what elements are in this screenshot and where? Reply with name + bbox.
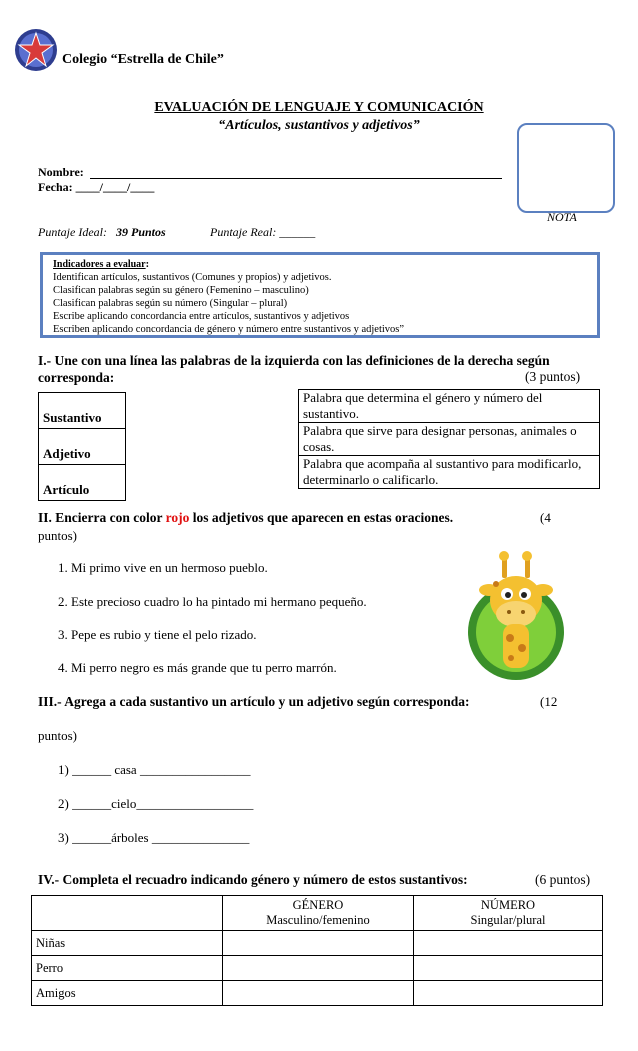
gender-answer-cell[interactable] (223, 956, 414, 981)
indicator-item: Clasifican palabras según su género (Femenino – masculino) (53, 285, 309, 296)
number-header-sub: Singular/plural (470, 913, 546, 927)
question-3-points-unit: puntos) (38, 728, 77, 743)
indicators-box: Indicadores a evaluar: Identifican artículos, sustantivos (Comunes y propios) y adjetivos. Clasifican palabras según su género (Femenino – masculino) Clasifican palabras según su número (Singular – plural) Escribe aplicando concordancia entre artículos, sustantivos y adjetivos Escriben aplicando concordancia de género y número entre sustantivos y adjetivos” (40, 252, 600, 338)
question-3-points: (12 (540, 694, 558, 709)
question-3: III.- Agrega a cada sustantivo un artículo y un adjetivo según corresponda: (38, 694, 470, 709)
indicators-title: Indicadores a evaluar (53, 259, 146, 270)
gender-number-table (31, 895, 603, 1006)
date-field[interactable]: Fecha: ____/____/____ (38, 180, 155, 194)
indicator-item: Escribe aplicando concordancia entre artículos, sustantivos y adjetivos (53, 311, 350, 322)
number-header (414, 896, 603, 931)
term-cell[interactable]: Adjetivo (39, 429, 126, 465)
giraffe-illustration (465, 548, 567, 682)
noun-cell: Perro (32, 956, 223, 981)
question-2 (38, 510, 518, 526)
terms-table (38, 392, 126, 501)
gender-answer-cell[interactable] (223, 931, 414, 956)
gender-header-title: GÉNERO (292, 898, 344, 912)
grade-box[interactable] (517, 123, 615, 213)
page-title: EVALUACIÓN DE LENGUAJE Y COMUNICACIÓN (154, 100, 484, 115)
page-subtitle: “Artículos, sustantivos y adjetivos” (218, 118, 420, 133)
question-2-text: II. Encierra con color (38, 510, 166, 525)
question-2-points-unit: puntos) (38, 528, 77, 543)
name-label: Nombre: (38, 165, 84, 179)
sentence-item[interactable]: 1. Mi primo vive en un hermoso pueblo. (58, 560, 268, 575)
gender-header-sub: Masculino/femenino (266, 913, 370, 927)
definition-cell[interactable]: Palabra que determina el género y número del sustantivo. (299, 390, 600, 423)
ideal-score-value: 39 Puntos (115, 225, 166, 239)
indicator-item: Escriben aplicando concordancia de género y número entre sustantivos y adjetivos” (53, 324, 405, 335)
fill-item[interactable]: 3) ______árboles _______________ (58, 830, 250, 845)
definitions-table (298, 389, 600, 489)
term-cell[interactable]: Sustantivo (39, 393, 126, 429)
definition-cell[interactable]: Palabra que sirve para designar personas, animales o cosas. (299, 423, 600, 456)
indicator-item: Identifican artículos, sustantivos (Comunes y propios) y adjetivos. (53, 272, 332, 283)
question-2-points: (4 (540, 510, 551, 525)
sentence-item[interactable]: 4. Mi perro negro es más grande que tu perro marrón. (58, 660, 337, 675)
question-4-points: (6 puntos) (535, 872, 591, 887)
question-4: IV.- Completa el recuadro indicando género y número de estos sustantivos: (38, 872, 468, 887)
number-answer-cell[interactable] (414, 956, 603, 981)
question-2-text-end: los adjetivos que aparecen en estas oraciones. (189, 510, 454, 525)
ideal-score-label: Puntaje Ideal: (38, 225, 107, 239)
gender-answer-cell[interactable] (223, 981, 414, 1006)
school-logo (14, 28, 58, 72)
indicator-item: Clasifican palabras según su número (Singular – plural) (53, 298, 288, 309)
sentence-item[interactable]: 3. Pepe es rubio y tiene el pelo rizado. (58, 627, 257, 642)
number-answer-cell[interactable] (414, 931, 603, 956)
table-row (32, 981, 603, 1006)
fill-item[interactable]: 1) ______ casa _________________ (58, 762, 251, 777)
fill-item[interactable]: 2) ______cielo__________________ (58, 796, 254, 811)
sentence-item[interactable]: 2. Este precioso cuadro lo ha pintado mi hermano pequeño. (58, 594, 367, 609)
noun-cell: Amigos (32, 981, 223, 1006)
number-answer-cell[interactable] (414, 981, 603, 1006)
question-1-points: (3 puntos) (525, 369, 581, 384)
question-2-red-word: rojo (165, 510, 190, 525)
number-header-title: NÚMERO (480, 898, 536, 912)
table-row (32, 956, 603, 981)
table-corner-cell (32, 896, 223, 931)
grade-label: NOTA (547, 210, 577, 224)
gender-header (223, 896, 414, 931)
real-score-field[interactable]: Puntaje Real: ______ (210, 225, 316, 239)
definition-cell[interactable]: Palabra que acompaña al sustantivo para modificarlo, determinarlo o calificarlo. (299, 456, 600, 489)
school-name: Colegio “Estrella de Chile” (62, 52, 224, 67)
noun-cell: Niñas (32, 931, 223, 956)
ideal-score (38, 225, 166, 240)
name-field[interactable] (90, 178, 502, 179)
term-cell[interactable]: Artículo (39, 465, 126, 501)
question-1: I.- Une con una línea las palabras de la izquierda con las definiciones de la derecha según corresponda: (38, 353, 550, 385)
table-row (32, 931, 603, 956)
